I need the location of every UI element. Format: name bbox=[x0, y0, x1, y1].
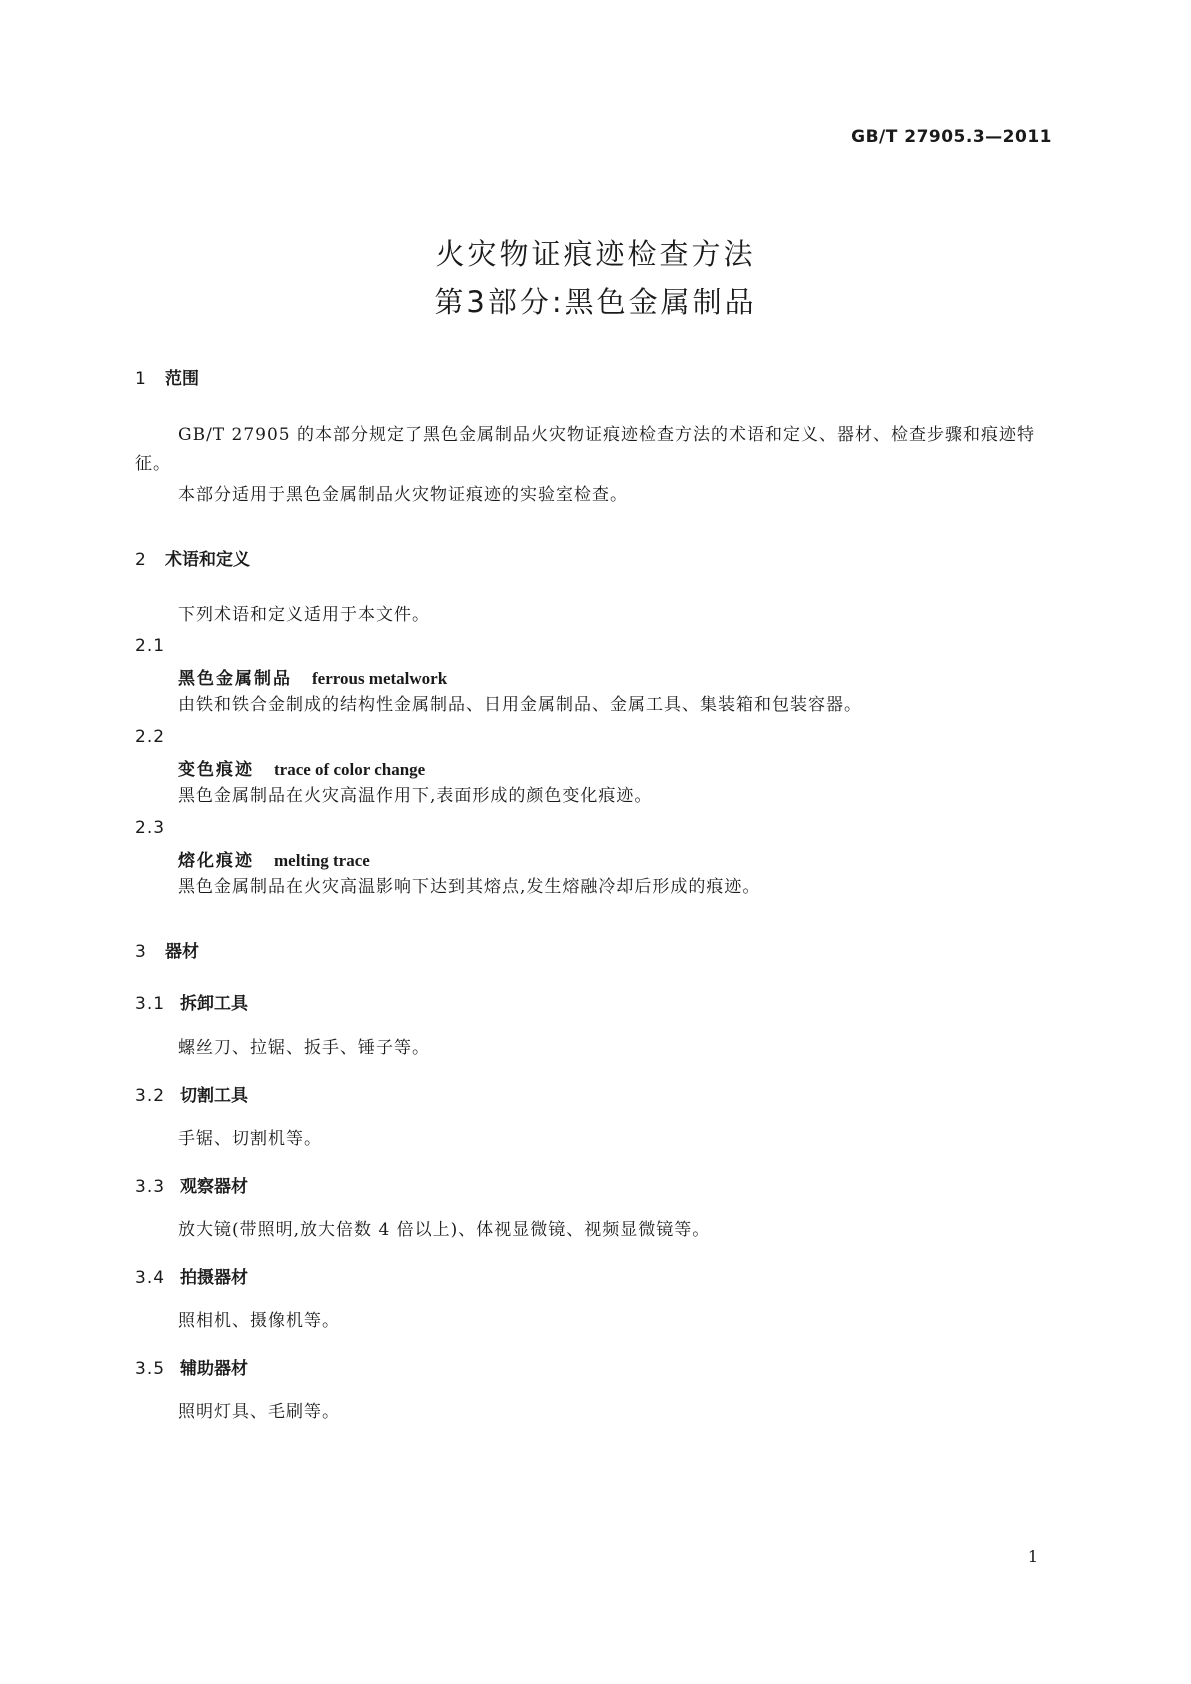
subsection-text: 照明灯具、毛刷等。 bbox=[178, 1402, 340, 1422]
term-number: 2.1 bbox=[135, 636, 166, 656]
subsection-number: 3.5 bbox=[135, 1359, 166, 1379]
subsection-title: 拍摄器材 bbox=[180, 1268, 248, 1288]
subsection-number: 3.4 bbox=[135, 1268, 166, 1288]
subsection-text: 螺丝刀、拉锯、扳手、锤子等。 bbox=[178, 1038, 430, 1058]
document-title: 火灾物证痕迹检查方法 bbox=[435, 237, 756, 271]
section-title: 范围 bbox=[165, 369, 199, 389]
section-heading-scope bbox=[135, 364, 199, 389]
section-title: 器材 bbox=[165, 942, 199, 962]
subsection-title: 辅助器材 bbox=[180, 1359, 248, 1379]
term-chinese: 黑色金属制品 bbox=[178, 669, 292, 689]
term-heading bbox=[178, 846, 370, 871]
subsection-text: 手锯、切割机等。 bbox=[178, 1129, 322, 1149]
subsection-text: 放大镜(带照明,放大倍数 4 倍以上)、体视显微镜、视频显微镜等。 bbox=[178, 1220, 711, 1240]
term-definition: 黑色金属制品在火灾高温作用下,表面形成的颜色变化痕迹。 bbox=[178, 786, 653, 806]
scope-paragraph: GB/T 27905 的本部分规定了黑色金属制品火灾物证痕迹检查方法的术语和定义、器材、检查步骤和痕迹特征。 bbox=[135, 425, 1036, 474]
subsection-heading bbox=[135, 1081, 248, 1106]
terms-intro: 下列术语和定义适用于本文件。 bbox=[178, 605, 430, 625]
term-english: trace of color change bbox=[274, 760, 426, 779]
section-number: 1 bbox=[135, 369, 146, 389]
term-chinese: 熔化痕迹 bbox=[178, 851, 254, 871]
term-definition: 由铁和铁合金制成的结构性金属制品、日用金属制品、金属工具、集装箱和包装容器。 bbox=[178, 695, 862, 715]
subsection-number: 3.2 bbox=[135, 1086, 166, 1106]
term-heading bbox=[178, 664, 447, 689]
term-number: 2.3 bbox=[135, 818, 166, 838]
subsection-heading bbox=[135, 1172, 248, 1197]
term-heading bbox=[178, 755, 425, 780]
standard-code: GB/T 27905.3—2011 bbox=[851, 127, 1052, 147]
term-english: ferrous metalwork bbox=[312, 669, 448, 688]
scope-applicability-paragraph: 本部分适用于黑色金属制品火灾物证痕迹的实验室检查。 bbox=[178, 485, 628, 505]
subsection-heading bbox=[135, 989, 248, 1014]
subsection-number: 3.3 bbox=[135, 1177, 166, 1197]
term-number: 2.2 bbox=[135, 727, 166, 747]
term-english: melting trace bbox=[274, 851, 370, 870]
document-subtitle: 第3部分:黑色金属制品 bbox=[434, 285, 757, 319]
subsection-heading bbox=[135, 1263, 248, 1288]
subsection-title: 切割工具 bbox=[180, 1086, 248, 1106]
page-number: 1 bbox=[1027, 1547, 1038, 1566]
subsection-title: 拆卸工具 bbox=[180, 994, 248, 1014]
subsection-number: 3.1 bbox=[135, 994, 166, 1014]
subsection-heading bbox=[135, 1354, 248, 1379]
section-number: 2 bbox=[135, 550, 146, 570]
subsection-text: 照相机、摄像机等。 bbox=[178, 1311, 340, 1331]
term-definition: 黑色金属制品在火灾高温影响下达到其熔点,发生熔融冷却后形成的痕迹。 bbox=[178, 877, 761, 897]
term-chinese: 变色痕迹 bbox=[178, 760, 254, 780]
subsection-title: 观察器材 bbox=[180, 1177, 248, 1197]
section-heading-equipment bbox=[135, 937, 199, 962]
section-number: 3 bbox=[135, 942, 146, 962]
section-title: 术语和定义 bbox=[165, 550, 250, 570]
section-heading-terms bbox=[135, 545, 250, 570]
